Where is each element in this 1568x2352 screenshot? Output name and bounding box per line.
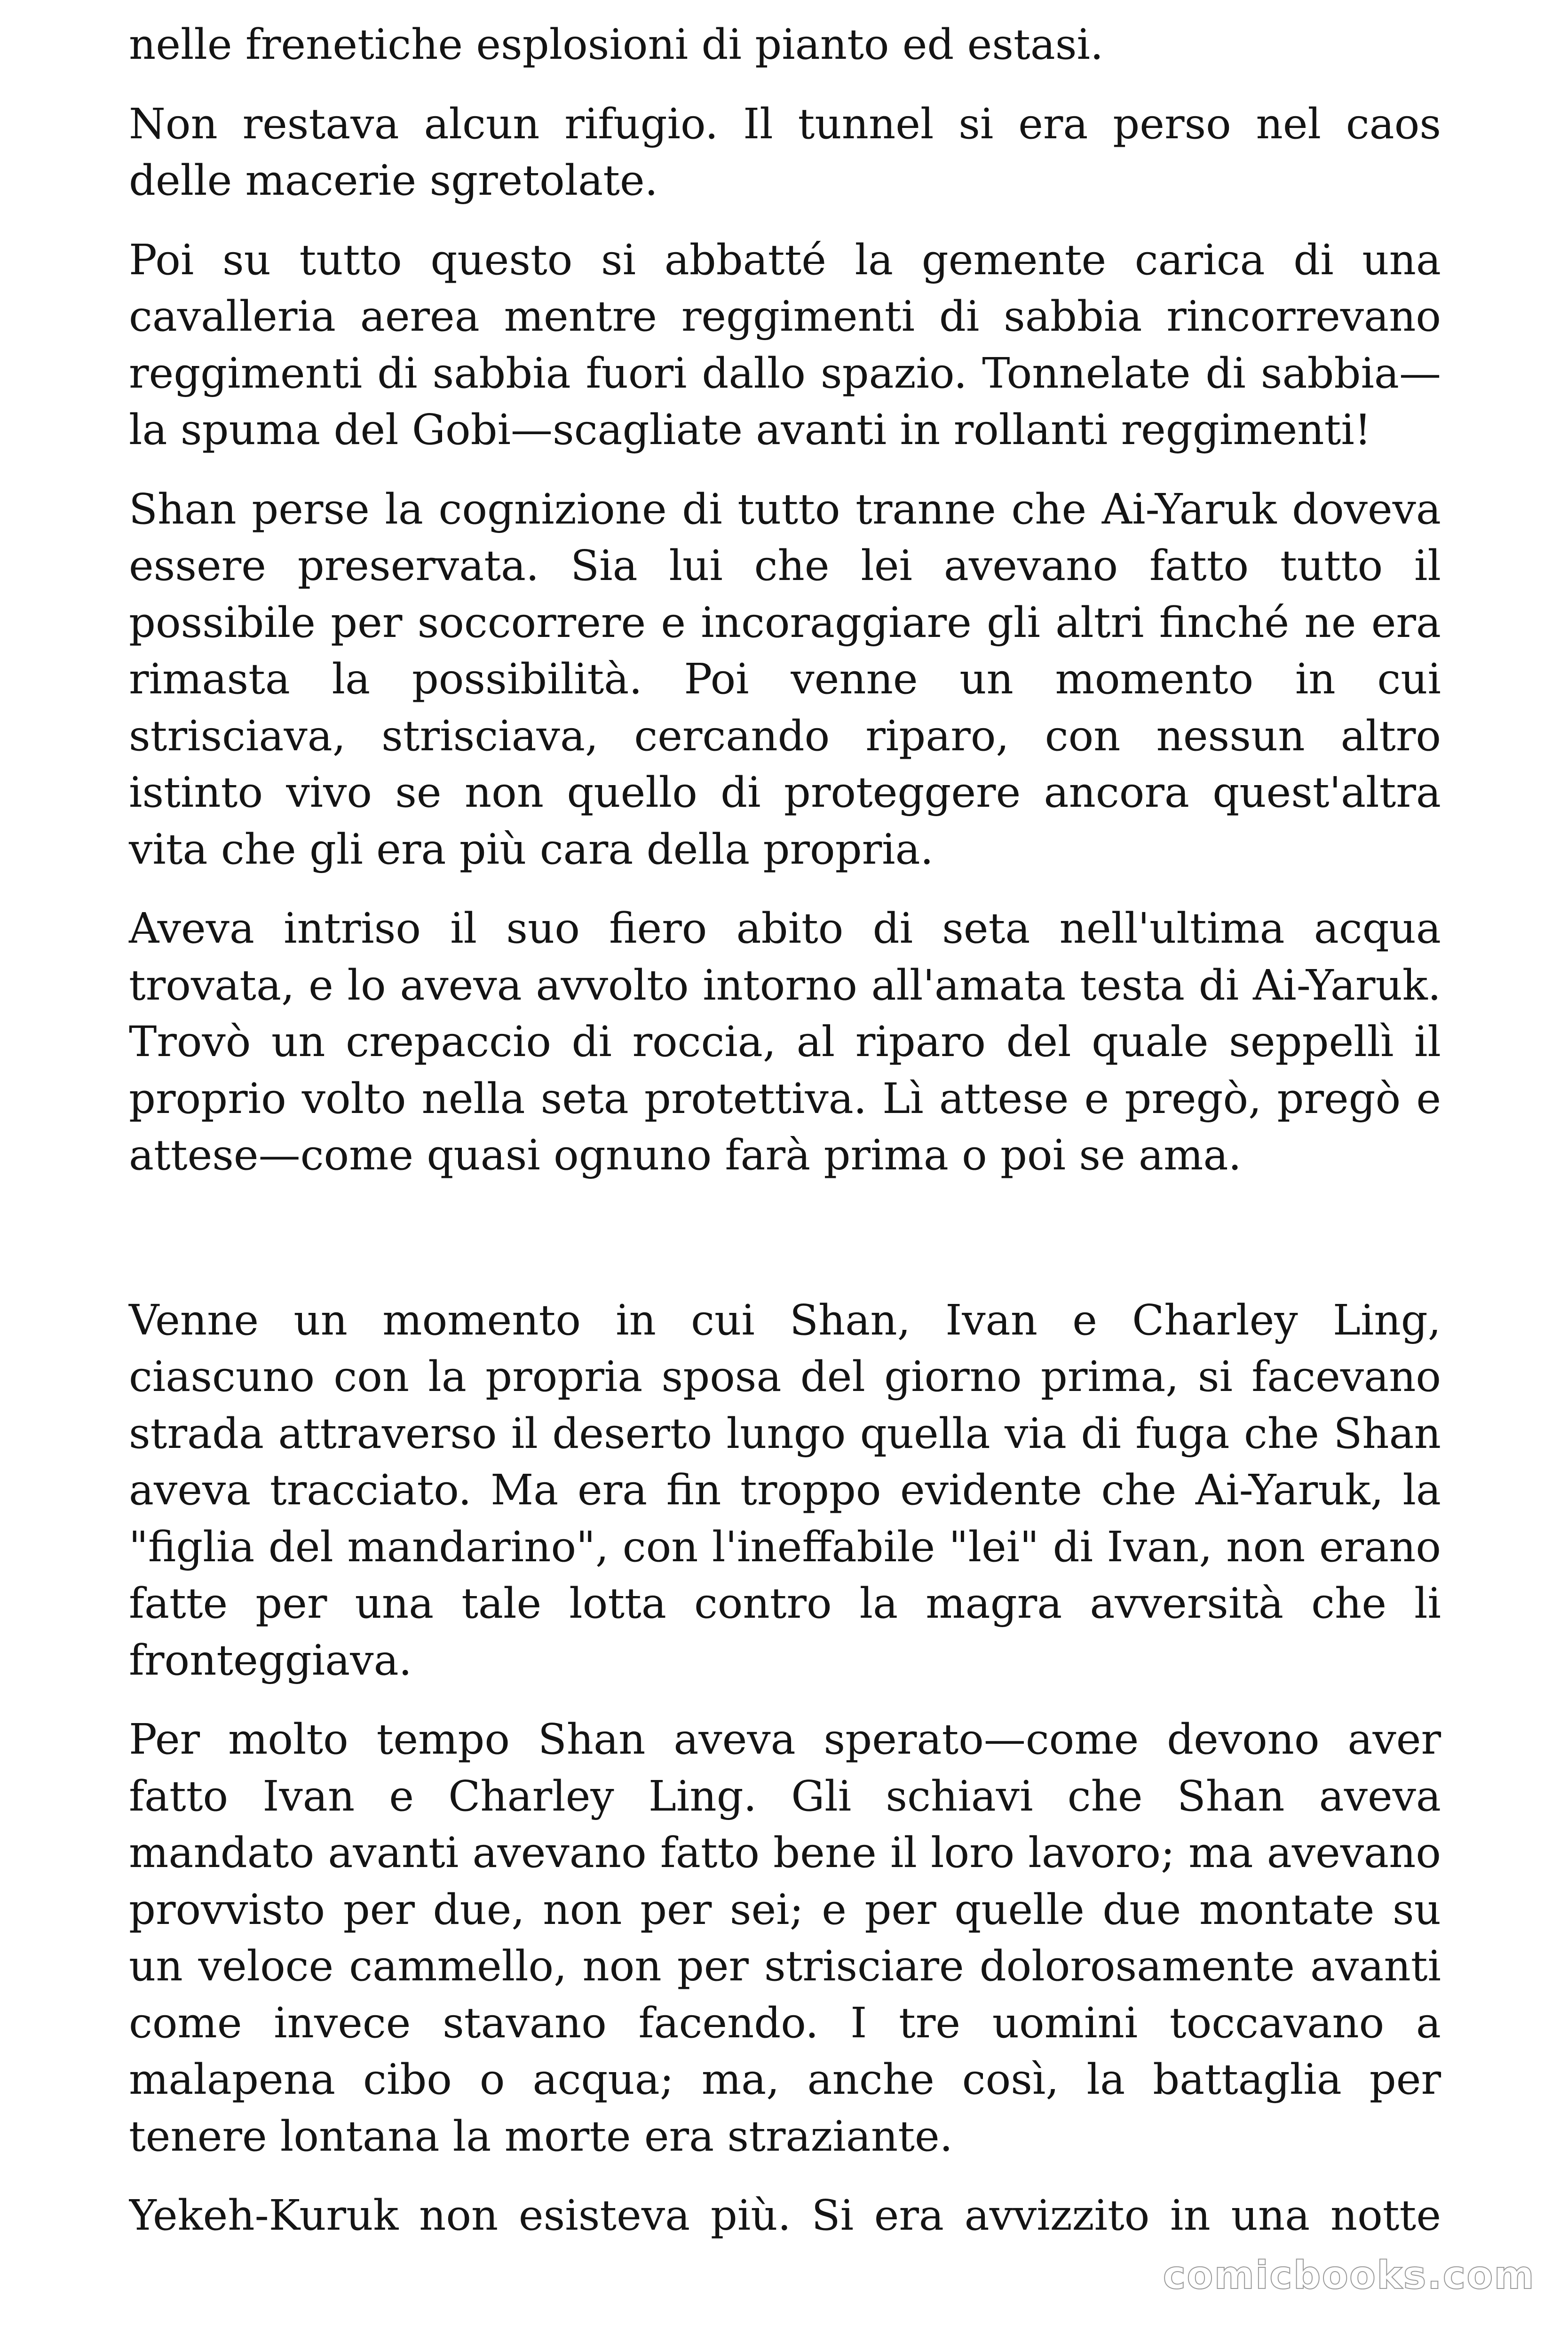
paragraph-5: Aveva intriso il suo fiero abito di seta nell'ultima acqua trovata, e lo aveva avvolto intorno all'amata testa di Ai-Yaruk. Trovò un crepaccio di roccia, al riparo del quale seppellì il proprio volto nella seta protettiva. Lì attese e pregò, pregò e attese—come quasi ognuno farà prima o poi se ama.	[129, 904, 1441, 1179]
paragraph-1: nelle frenetiche esplosioni di pianto ed estasi.	[129, 20, 1104, 69]
watermark-logo: comicbooks.com	[1163, 2253, 1535, 2298]
paragraph-6: Venne un momento in cui Shan, Ivan e Charley Ling, ciascuno con la propria sposa del giorno prima, si facevano strada attraverso il deserto lungo quella via di fuga che Shan aveva tracciato. Ma era fin troppo evidente che Ai-Yaruk, la "figlia del mandarino", con l'ineffabile "lei" di Ivan, non erano fatte per una tale lotta contro la magra avversità che li fronteggiava.	[129, 1295, 1441, 1685]
paragraph-3: Poi su tutto questo si abbatté la gemente carica di una cavalleria aerea mentre reggimenti di sabbia rincorrevano reggimenti di sabbia fuori dallo spazio. Tonnelate di sabbia—la spuma del Gobi—scagliate avanti in rollanti reggimenti!	[129, 235, 1441, 454]
paragraph-4: Shan perse la cognizione di tutto tranne che Ai-Yaruk doveva essere preservata. Sia lui che lei avevano fatto tutto il possibile per soccorrere e incoraggiare gli altri finché ne era rimasta la possibilità. Poi venne un momento in cui strisciava, strisciava, cercando riparo, con nessun altro istinto vivo se non quello di proteggere ancora quest'altra vita che gli era più cara della propria.	[129, 484, 1441, 874]
paragraph-2: Non restava alcun rifugio. Il tunnel si era perso nel caos delle macerie sgretolate.	[129, 99, 1441, 205]
paragraph-7: Per molto tempo Shan aveva sperato—come devono aver fatto Ivan e Charley Ling. Gli schiavi che Shan aveva mandato avanti avevano fatto bene il loro lavoro; ma avevano provvisto per due, non per sei; e per quelle due montate su un veloce cammello, non per strisciare dolorosamente avanti come invece stavano facendo. I tre uomini toccavano a malapena cibo o acqua; ma, anche così, la battaglia per tenere lontana la morte era straziante.	[129, 1715, 1441, 2161]
paragraph-8: Yekeh-Kuruk non esisteva più. Si era avvizzito in una notte	[129, 2191, 1441, 2240]
text-column	[129, 16, 1441, 2266]
